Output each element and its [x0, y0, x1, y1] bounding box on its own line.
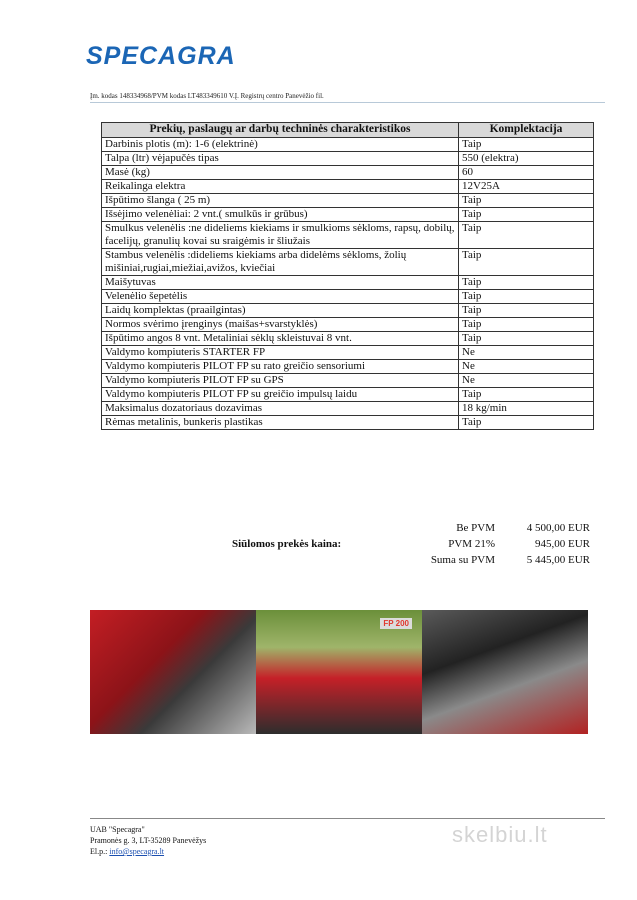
price-name-vat: PVM 21% [448, 538, 495, 550]
characteristic-cell: Valdymo kompiuteris PILOT FP su greičio impulsų laidu [102, 388, 459, 402]
price-name-total: Suma su PVM [430, 554, 495, 566]
table-row [102, 152, 594, 166]
footer-company: UAB "Specagra" [90, 825, 145, 834]
specification-table [101, 122, 594, 430]
equipment-cell: 550 (elektra) [459, 152, 594, 166]
table-row [102, 249, 594, 276]
footer-address: Pramonės g. 3, LT-35289 Panevėžys [90, 836, 207, 845]
price-value-total: 5 445,00 EUR [526, 554, 590, 566]
equipment-cell: Taip [459, 388, 594, 402]
footer-email-prefix: El.p.: [90, 847, 110, 856]
characteristic-cell: Išsėjimo velenėliai: 2 vnt.( smulkūs ir grūbus) [102, 208, 459, 222]
equipment-cell: 60 [459, 166, 594, 180]
characteristic-cell: Išpūtimo šlanga ( 25 m) [102, 194, 459, 208]
characteristic-cell: Maišytuvas [102, 276, 459, 290]
characteristic-cell: Velenėlio šepetėlis [102, 290, 459, 304]
table-row [102, 402, 594, 416]
table-row [102, 374, 594, 388]
footer-email-line [90, 846, 206, 857]
characteristic-cell: Smulkus velenėlis :ne dideliems kiekiams ir smulkioms sėkloms, rapsų, dobilų, facelijų, granulių kovai su sraigėmis ir šliužais [102, 222, 459, 249]
table-row [102, 180, 594, 194]
equipment-cell: Taip [459, 276, 594, 290]
equipment-cell: Taip [459, 304, 594, 318]
table-row [102, 138, 594, 152]
equipment-cell: Ne [459, 374, 594, 388]
photo-seeder-hopper [256, 610, 422, 734]
table-row [102, 346, 594, 360]
watermark: skelbiu.lt [452, 822, 548, 847]
table-row [102, 332, 594, 346]
column-header-characteristics: Prekių, paslaugų ar darbų techninės charakteristikos [102, 123, 459, 138]
equipment-cell: Taip [459, 222, 594, 249]
price-label: Siūlomos prekės kaina: [232, 538, 342, 550]
characteristic-cell: Valdymo kompiuteris STARTER FP [102, 346, 459, 360]
characteristic-cell: Laidų komplektas (praailgintas) [102, 304, 459, 318]
equipment-cell: 12V25A [459, 180, 594, 194]
characteristic-cell: Valdymo kompiuteris PILOT FP su rato greičio sensoriumi [102, 360, 459, 374]
characteristic-cell: Reikalinga elektra [102, 180, 459, 194]
table-row [102, 416, 594, 430]
characteristic-cell: Valdymo kompiuteris PILOT FP su GPS [102, 374, 459, 388]
registration-line: Įm. kodas 148334968/PVM kodas LT483349610 V.Į. Registrų centro Panevėžio fil. [90, 92, 324, 100]
footer-email-link[interactable]: info@specagra.lt [109, 847, 165, 856]
header-divider [90, 102, 605, 103]
table-row [102, 194, 594, 208]
table-row [102, 388, 594, 402]
characteristic-cell: Darbinis plotis (m): 1-6 (elektrinė) [102, 138, 459, 152]
price-value-net: 4 500,00 EUR [526, 522, 590, 534]
equipment-cell: Taip [459, 318, 594, 332]
product-photos [90, 610, 588, 734]
footer [90, 824, 206, 857]
photo-seeder-discs [90, 610, 256, 734]
table-row [102, 208, 594, 222]
table-row [102, 290, 594, 304]
price-value-vat: 945,00 EUR [535, 538, 590, 550]
characteristic-cell: Išpūtimo angos 8 vnt. Metaliniai sėklų skleistuvai 8 vnt. [102, 332, 459, 346]
table-row [102, 304, 594, 318]
table-row [102, 360, 594, 374]
column-header-equipment: Komplektacija [459, 123, 594, 138]
equipment-cell: Taip [459, 194, 594, 208]
equipment-cell: Taip [459, 290, 594, 304]
equipment-cell: 18 kg/min [459, 402, 594, 416]
table-row [102, 222, 594, 249]
price-values [500, 520, 590, 568]
equipment-cell: Taip [459, 138, 594, 152]
characteristic-cell: Masė (kg) [102, 166, 459, 180]
price-names [425, 520, 495, 568]
table-row [102, 276, 594, 290]
characteristic-cell: Normos svėrimo įrenginys (maišas+svarstyklės) [102, 318, 459, 332]
equipment-cell: Ne [459, 360, 594, 374]
table-row [102, 166, 594, 180]
table-body [102, 138, 594, 430]
characteristic-cell: Stambus velenėlis :dideliems kiekiams arba didelėms sėkloms, žolių mišiniai,rugiai,miežiai,avižos, kviečiai [102, 249, 459, 276]
equipment-cell: Ne [459, 346, 594, 360]
equipment-cell: Taip [459, 416, 594, 430]
characteristic-cell: Rėmas metalinis, bunkeris plastikas [102, 416, 459, 430]
price-name-net: Be PVM [456, 522, 495, 534]
table-header-row [102, 123, 594, 138]
company-logo: SPECAGRA [86, 42, 236, 70]
equipment-cell: Taip [459, 208, 594, 222]
characteristic-cell: Talpa (ltr) vėjapučės tipas [102, 152, 459, 166]
photo-seeder-hoses [422, 610, 588, 734]
equipment-cell: Taip [459, 332, 594, 346]
table-row [102, 318, 594, 332]
equipment-cell: Taip [459, 249, 594, 276]
characteristic-cell: Maksimalus dozatoriaus dozavimas [102, 402, 459, 416]
footer-divider [90, 818, 605, 819]
hopper-label: FP 200 [380, 618, 412, 629]
